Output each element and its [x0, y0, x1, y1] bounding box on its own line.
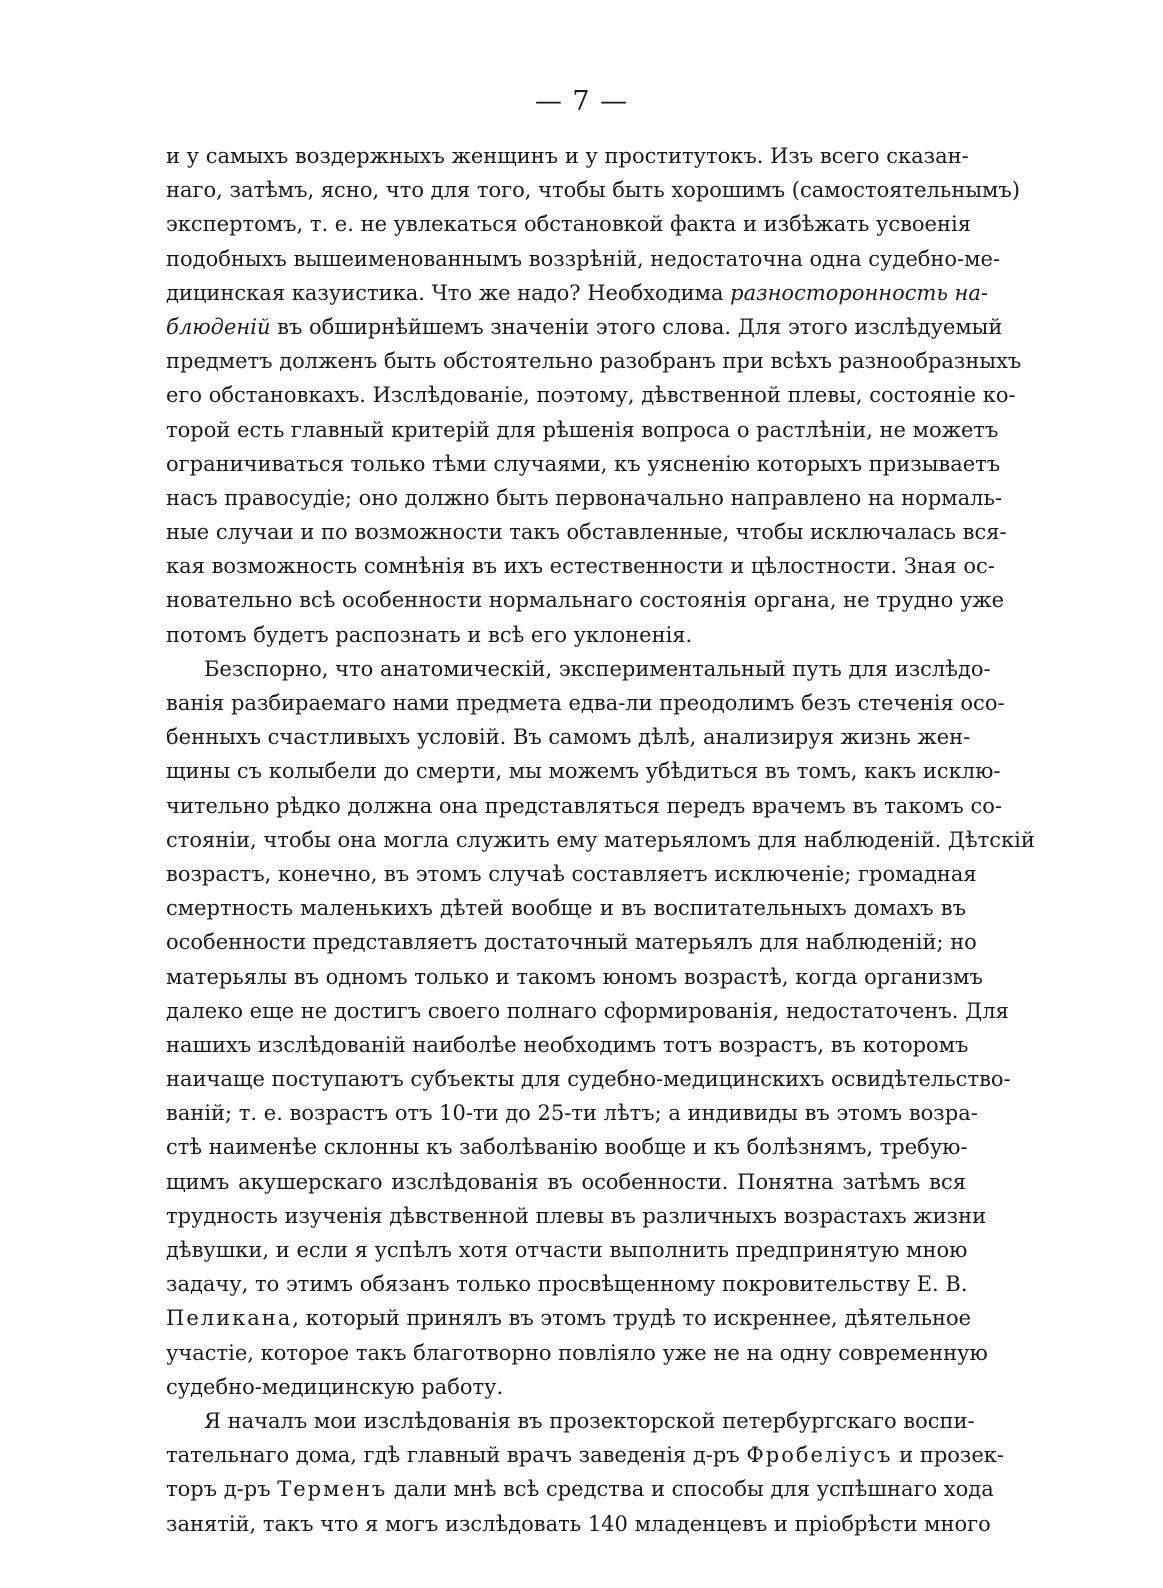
text-line: щимъ акушерскаго изслѣдованія въ особенности. Понятна затѣмъ вся	[166, 1169, 966, 1194]
text-line: матерьялы въ одномъ только и такомъ юномъ возрастѣ, когда организмъ	[166, 964, 983, 989]
text-line: предметъ долженъ быть обстоятельно разобранъ при всѣхъ разнообразныхъ	[166, 349, 1022, 374]
text-line: его обстановкахъ. Изслѣдованіе, поэтому, дѣвственной плевы, состояніе ко-	[166, 383, 1016, 408]
text-line: подобныхъ вышеименованнымъ воззрѣній, недостаточна одна судебно-ме-	[166, 246, 1001, 271]
text-line: ные случаи и по возможности такъ обставленные, чтобы исключалась вся-	[166, 520, 1007, 545]
text-line: ваній; т. е. возрастъ отъ 10-ти до 25-ти лѣтъ; а индивиды въ этомъ возра-	[166, 1101, 978, 1126]
text-line: чительно рѣдко должна она представляться передъ врачемъ въ такомъ со-	[166, 793, 1002, 818]
paragraph-3	[166, 1404, 1005, 1541]
text-line: стѣ наименѣе склонны къ заболѣванію вообще и къ болѣзнямъ, требую-	[166, 1135, 968, 1160]
text-line: насъ правосудіе; оно должно быть первоначально направлено на нормаль-	[166, 485, 1002, 510]
text-line: наго, затѣмъ, ясно, что для того, чтобы быть хорошимъ (самостоятельнымъ)	[166, 178, 1020, 203]
text-line: блюденій въ обширнѣйшемъ значеніи этого слова. Для этого изслѣдуемый	[166, 314, 1003, 339]
text-line: стояніи, чтобы она могла служить ему матерьяломъ для наблюденій. Дѣтскій	[166, 827, 1035, 852]
text-line: дѣвушки, и если я успѣлъ хотя отчасти выполнить предпринятую мною	[166, 1238, 968, 1262]
text-line: задачу, то этимъ обязанъ только просвѣщенному покровительству Е. В.	[166, 1272, 968, 1297]
spaced-name: Терменъ	[277, 1477, 388, 1502]
text-line: Пеликана, который принялъ въ этомъ трудѣ то искреннее, дѣятельное	[166, 1306, 972, 1331]
text-line: нашихъ изслѣдованій наиболѣе необходимъ тотъ возрастъ, въ которомъ	[166, 1032, 969, 1057]
text-line: потомъ будетъ распознать и всѣ его уклоненія.	[166, 622, 693, 647]
text-line: тательнаго дома, гдѣ главный врачъ заведенія д-ръ Фробеліусъ и прозек-	[166, 1443, 1005, 1468]
body-text	[166, 139, 1035, 1541]
text-line: ограничиваться только тѣми случаями, къ уясненію которыхъ призываетъ	[166, 451, 1001, 476]
text-line: дицинская казуистика. Что же надо? Необходима разносторонность на-	[166, 280, 989, 305]
text-line: Безспорно, что анатомическій, экспериментальный путь для изслѣдо-	[204, 656, 991, 681]
text-line: кая возможность сомнѣнія въ ихъ естественности и цѣлостности. Зная ос-	[166, 554, 995, 579]
paragraph-2	[166, 652, 1035, 1404]
text-line: занятій, такъ что я могъ изслѣдовать 140 младенцевъ и пріобрѣсти много	[166, 1511, 991, 1536]
italic-phrase: разносторонность на-	[730, 280, 989, 305]
text-line: и у самыхъ воздержныхъ женщинъ и у проститутокъ. Изъ всего сказан-	[166, 144, 969, 168]
text-line: возрастъ, конечно, въ этомъ случаѣ составляетъ исключеніе; громадная	[166, 861, 977, 886]
paragraph-1	[166, 139, 1022, 652]
text-line: наичаще поступаютъ субъекты для судебно-медицинскихъ освидѣтельство-	[166, 1067, 1011, 1092]
text-line: ванія разбираемаго нами предмета едва-ли преодолимъ безъ стеченія осо-	[166, 691, 1005, 715]
page-number: — 7 —	[534, 86, 629, 117]
spaced-name: Пеликана	[166, 1306, 293, 1331]
text-line: Я началъ мои изслѣдованія въ прозекторской петербургскаго воспи-	[204, 1408, 975, 1433]
text-line: участіе, которое такъ благотворно повліяло уже не на одну современную	[166, 1340, 988, 1365]
text-line: новательно всѣ особенности нормальнаго состоянія органа, не трудно уже	[166, 588, 1005, 613]
text-line: особенности представляетъ достаточный матерьялъ для наблюденій; но	[166, 930, 977, 955]
text-line: бенныхъ счастливыхъ условій. Въ самомъ дѣлѣ, анализируя жизнь жен-	[166, 725, 971, 750]
text-line: трудность изученія дѣвственной плевы въ различныхъ возрастахъ жизни	[166, 1203, 987, 1228]
text-line: смертность маленькихъ дѣтей вообще и въ воспитательныхъ домахъ въ	[166, 896, 966, 921]
text-line: далеко еще не достигъ своего полнаго сформированія, недостаточенъ. Для	[166, 998, 1009, 1023]
text-line: судебно-медицинскую работу.	[166, 1374, 504, 1399]
text-line: торъ д-ръ Терменъ дали мнѣ всѣ средства и способы для успѣшнаго хода	[166, 1477, 994, 1502]
text-line: щины съ колыбели до смерти, мы можемъ убѣдиться въ томъ, какъ исклю-	[166, 759, 1001, 784]
spaced-name: Фробеліусъ	[746, 1443, 893, 1468]
text-line: экспертомъ, т. е. не увлекаться обстановкой факта и избѣжать усвоенія	[166, 212, 971, 237]
italic-phrase: блюденій	[166, 314, 271, 339]
text-line: торой есть главный критерій для рѣшенія вопроса о растлѣніи, не можетъ	[166, 417, 999, 442]
